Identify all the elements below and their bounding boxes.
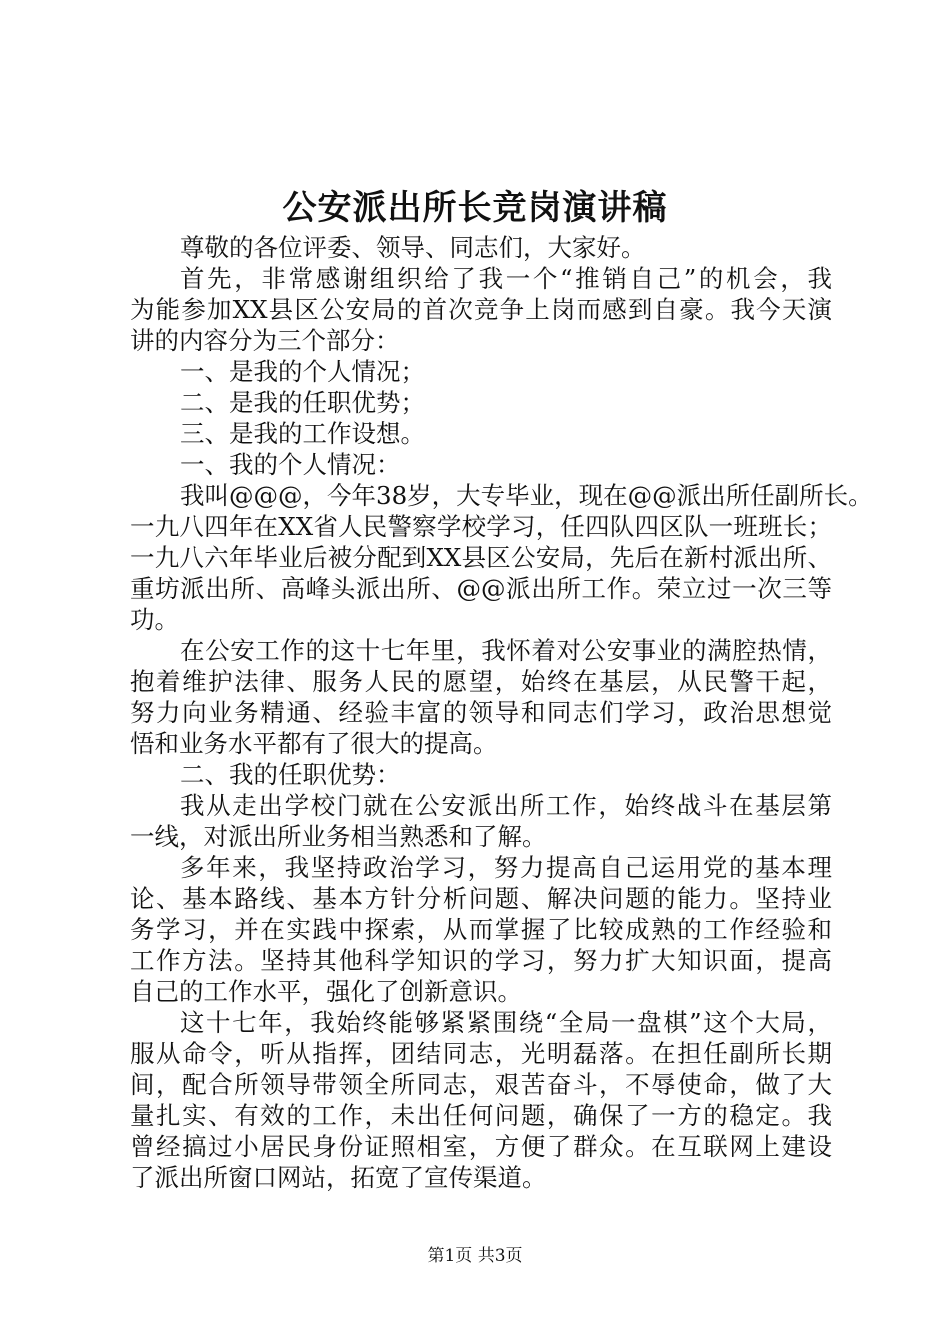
page-footer: 第1页 共3页 xyxy=(427,1246,523,1266)
text-line: 一九八四年在XX省人民警察学校学习，任四队四区队一班班长； xyxy=(130,512,832,541)
text-line: 多年来，我坚持政治学习，努力提高自己运用党的基本理 xyxy=(180,853,832,882)
text-line: 一九八六年毕业后被分配到XX县区公安局，先后在新村派出所、 xyxy=(130,543,832,572)
text-line: 一、我的个人情况： xyxy=(180,450,401,479)
text-line: 间，配合所领导带领全所同志，艰苦奋斗，不辱使命，做了大 xyxy=(130,1070,832,1099)
text-line: 讲的内容分为三个部分： xyxy=(130,326,400,355)
text-line: 二、是我的任职优势； xyxy=(180,388,425,417)
text-line: 在公安工作的这十七年里，我怀着对公安事业的满腔热情， xyxy=(180,636,832,665)
document-title: 公安派出所长竞岗演讲稿 xyxy=(282,188,668,228)
document-body xyxy=(130,232,873,1193)
text-line: 二、我的任职优势： xyxy=(180,760,401,789)
text-line: 务学习，并在实践中探索，从而掌握了比较成熟的工作经验和 xyxy=(130,915,832,944)
text-line: 服从命令，听从指挥，团结同志，光明磊落。在担任副所长期 xyxy=(130,1039,832,1068)
text-line: 一、是我的个人情况； xyxy=(180,357,425,386)
text-line: 这十七年，我始终能够紧紧围绕“全局一盘棋”这个大局， xyxy=(180,1008,832,1037)
text-line: 尊敬的各位评委、领导、同志们，大家好。 xyxy=(180,233,646,262)
text-line: 了派出所窗口网站，拓宽了宣传渠道。 xyxy=(130,1163,547,1192)
text-line: 三、是我的工作设想。 xyxy=(180,419,425,448)
text-line: 首先，非常感谢组织给了我一个“推销自己”的机会，我 xyxy=(180,264,832,293)
text-line: 我从走出学校门就在公安派出所工作，始终战斗在基层第 xyxy=(180,791,832,820)
text-line: 重坊派出所、高峰头派出所、@@派出所工作。荣立过一次三等 xyxy=(130,574,832,603)
text-line: 量扎实、有效的工作，未出任何问题，确保了一方的稳定。我 xyxy=(130,1101,832,1130)
text-line: 抱着维护法律、服务人民的愿望，始终在基层，从民警干起， xyxy=(130,667,832,696)
text-line: 努力向业务精通、经验丰富的领导和同志们学习，政治思想觉 xyxy=(130,698,832,727)
text-line: 功。 xyxy=(130,605,179,634)
text-line: 工作方法。坚持其他科学知识的学习，努力扩大知识面，提高 xyxy=(130,946,832,975)
text-line: 一线，对派出所业务相当熟悉和了解。 xyxy=(130,822,547,851)
text-line: 我叫@@@，今年38岁，大专毕业，现在@@派出所任副所长。 xyxy=(180,481,873,510)
text-line: 自己的工作水平，强化了创新意识。 xyxy=(130,977,522,1006)
text-line: 论、基本路线、基本方针分析问题、解决问题的能力。坚持业 xyxy=(130,884,832,913)
text-line: 悟和业务水平都有了很大的提高。 xyxy=(130,729,498,758)
text-line: 曾经搞过小居民身份证照相室，方便了群众。在互联网上建设 xyxy=(130,1132,832,1161)
text-line: 为能参加XX县区公安局的首次竞争上岗而感到自豪。我今天演 xyxy=(130,295,832,324)
